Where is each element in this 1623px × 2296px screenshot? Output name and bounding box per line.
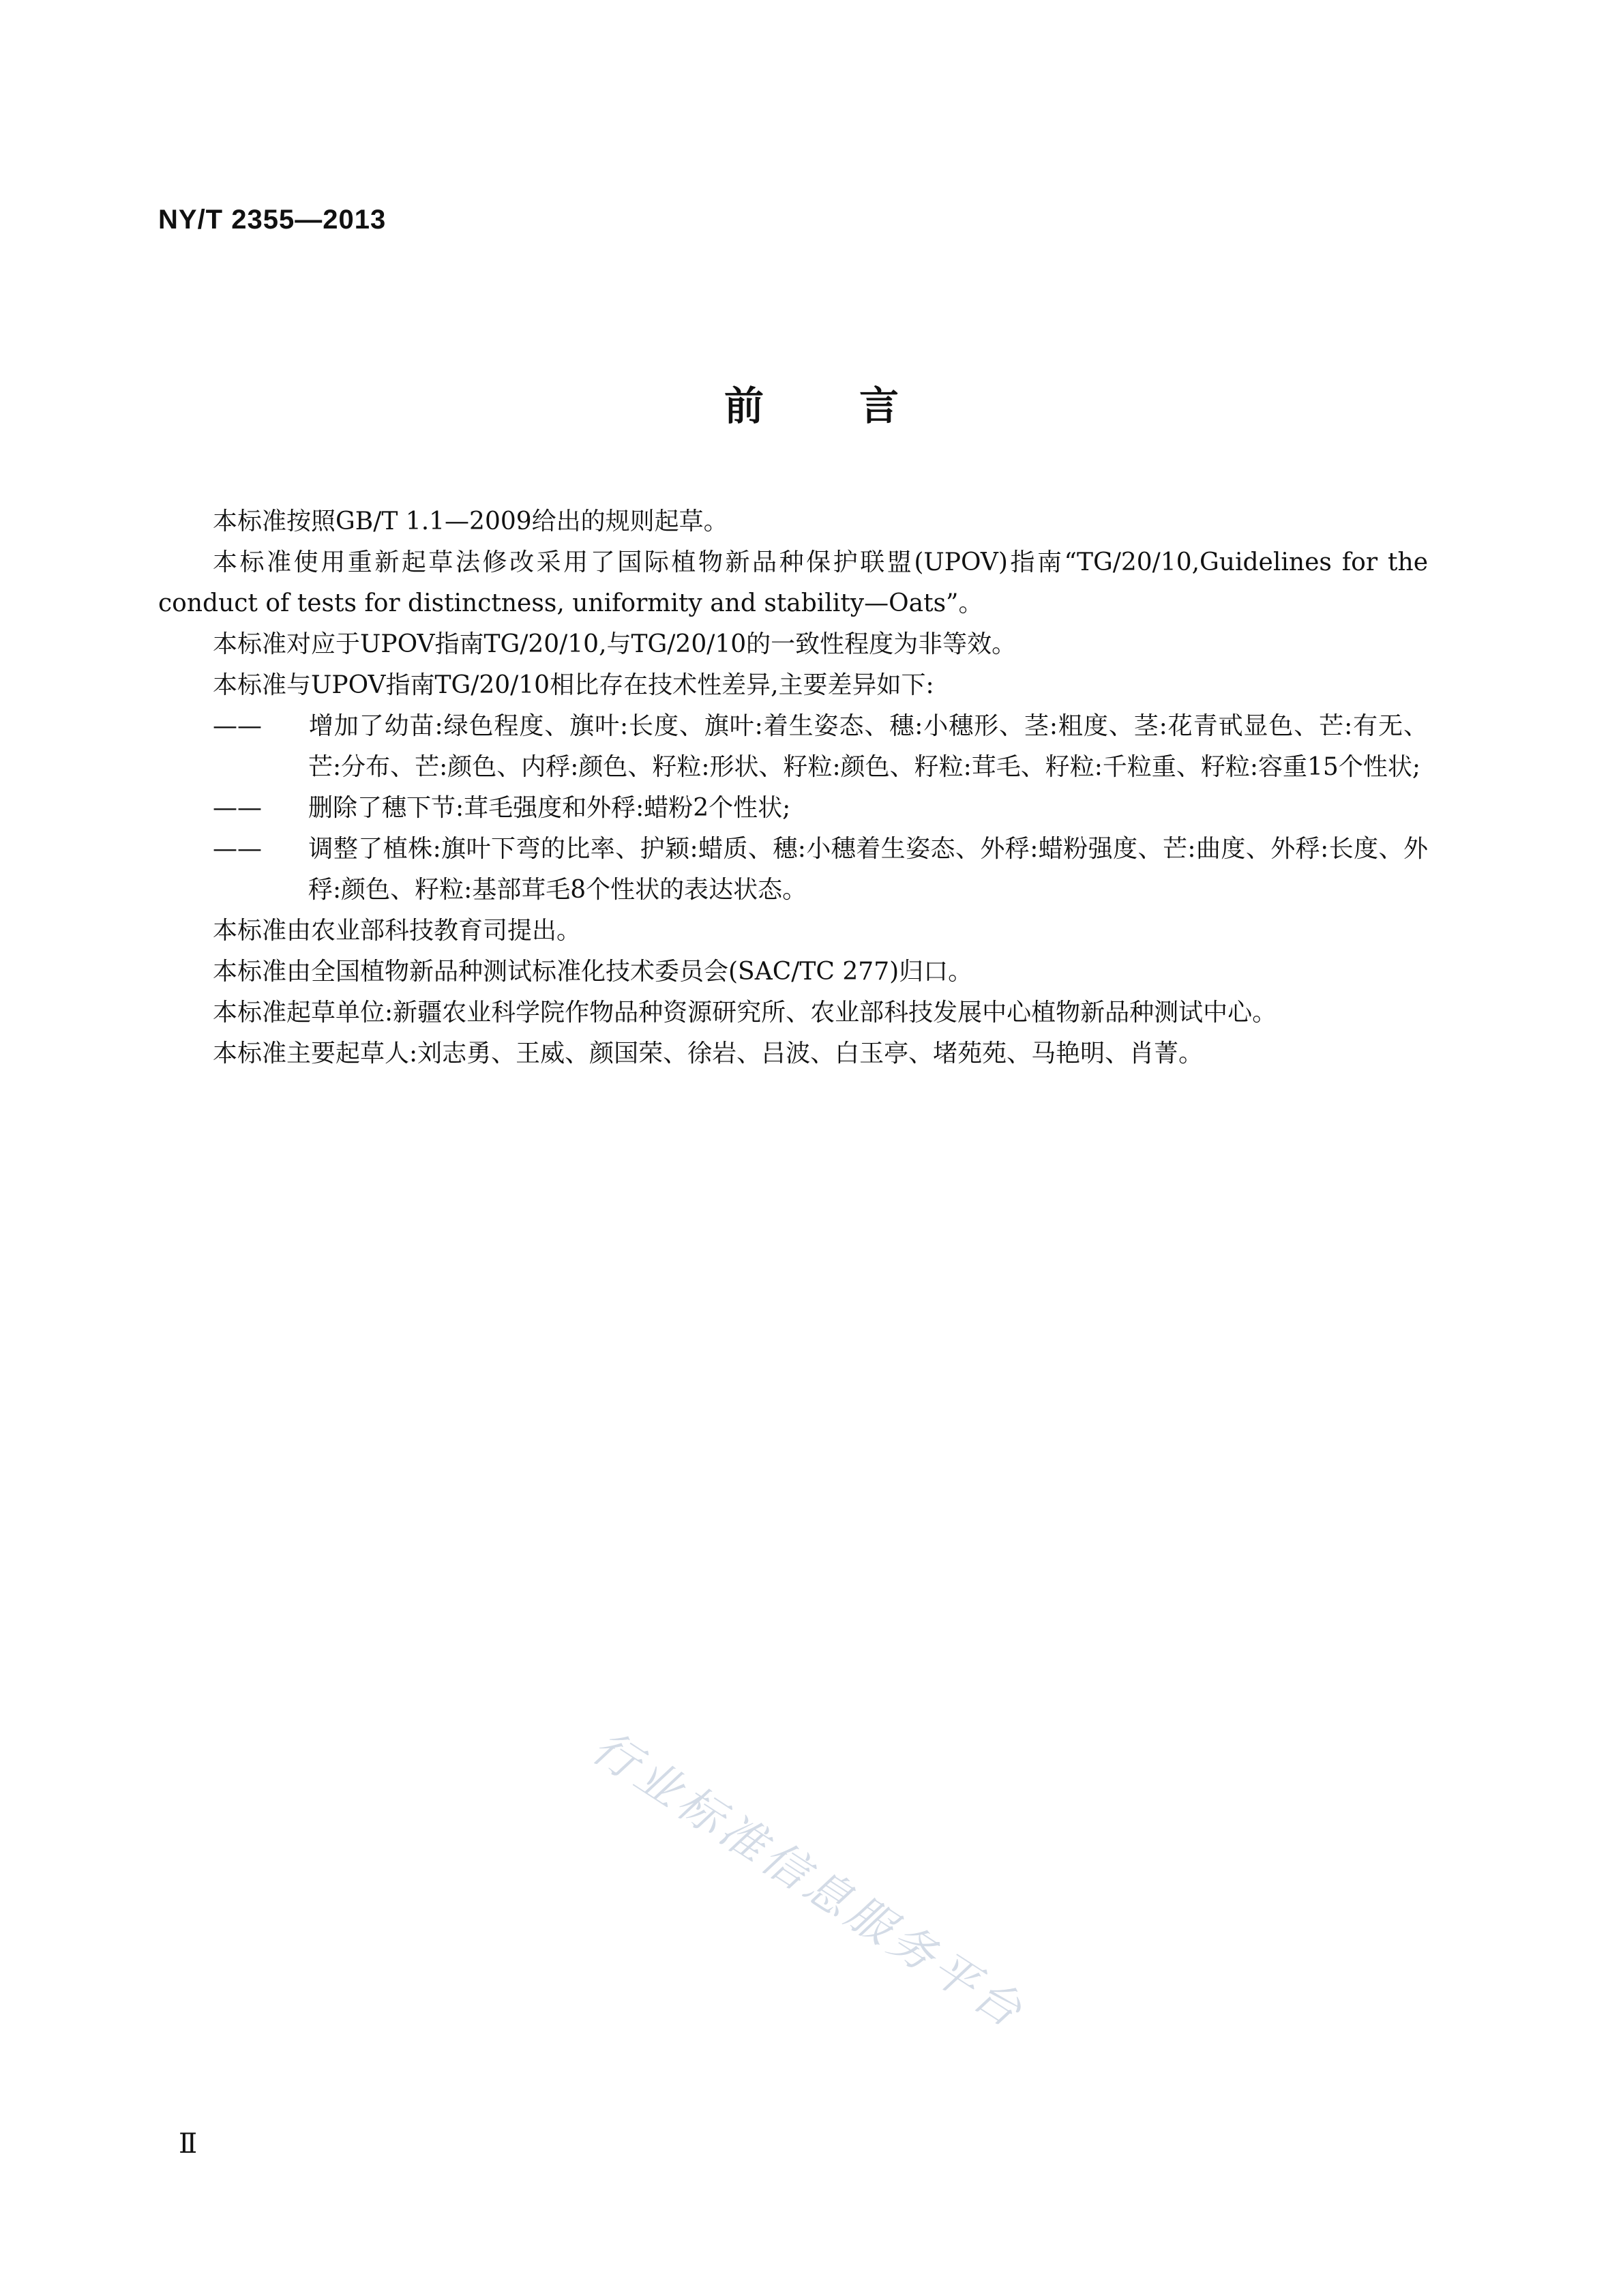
paragraph-committee: 本标准由全国植物新品种测试标准化技术委员会(SAC/TC 277)归口。 bbox=[213, 958, 973, 986]
paragraph-drafting-rules: 本标准按照GB/T 1.1—2009给出的规则起草。 bbox=[213, 507, 728, 535]
paragraph-drafting-units: 本标准起草单位:新疆农业科学院作物品种资源研究所、农业部科技发展中心植物新品种测试中心。 bbox=[213, 999, 1277, 1027]
difference-item-text: 增加了幼苗:绿色程度、旗叶:长度、旗叶:着生姿态、穗:小穗形、茎:粗度、茎:花青甙显色、芒:有无、芒:分布、芒:颜色、内稃:颜色、籽粒:形状、籽粒:颜色、籽粒:茸毛、籽粒:千粒重、籽粒:容重15个性状; bbox=[308, 712, 1428, 781]
difference-item-adjusted bbox=[213, 829, 1428, 911]
foreword-body bbox=[158, 501, 1428, 1074]
page-title bbox=[0, 374, 1623, 431]
title-char-2: 言 bbox=[859, 383, 899, 429]
title-char-1: 前 bbox=[724, 383, 764, 429]
difference-item-text: 删除了穗下节:茸毛强度和外稃:蜡粉2个性状; bbox=[308, 794, 791, 822]
dash-marker: —— bbox=[213, 794, 262, 822]
paragraph-drafters: 本标准主要起草人:刘志勇、王威、颜国荣、徐岩、吕波、白玉亭、堵苑苑、马艳明、肖菁。 bbox=[213, 1040, 1204, 1068]
paragraph-equivalence: 本标准对应于UPOV指南TG/20/10,与TG/20/10的一致性程度为非等效。 bbox=[213, 630, 1017, 658]
paragraph-upov-adoption: 本标准使用重新起草法修改采用了国际植物新品种保护联盟(UPOV)指南“TG/20/10,Guidelines for the conduct of tests for distinctness, uniformity and stability—Oats”。 bbox=[158, 548, 1428, 617]
dash-marker: —— bbox=[213, 712, 262, 740]
difference-item-added bbox=[213, 706, 1428, 788]
dash-marker: —— bbox=[213, 835, 262, 863]
paragraph-differences-intro: 本标准与UPOV指南TG/20/10相比存在技术性差异,主要差异如下: bbox=[213, 671, 934, 699]
difference-item-deleted bbox=[213, 788, 1428, 829]
difference-item-text: 调整了植株:旗叶下弯的比率、护颖:蜡质、穗:小穗着生姿态、外稃:蜡粉强度、芒:曲度、外稃:长度、外稃:颜色、籽粒:基部茸毛8个性状的表达状态。 bbox=[308, 835, 1428, 904]
page-number: Ⅱ bbox=[179, 2128, 198, 2160]
paragraph-proposer: 本标准由农业部科技教育司提出。 bbox=[213, 917, 582, 945]
standard-code: NY/T 2355—2013 bbox=[158, 205, 387, 235]
watermark: 行业标准信息服务平台 bbox=[582, 1720, 1035, 2040]
